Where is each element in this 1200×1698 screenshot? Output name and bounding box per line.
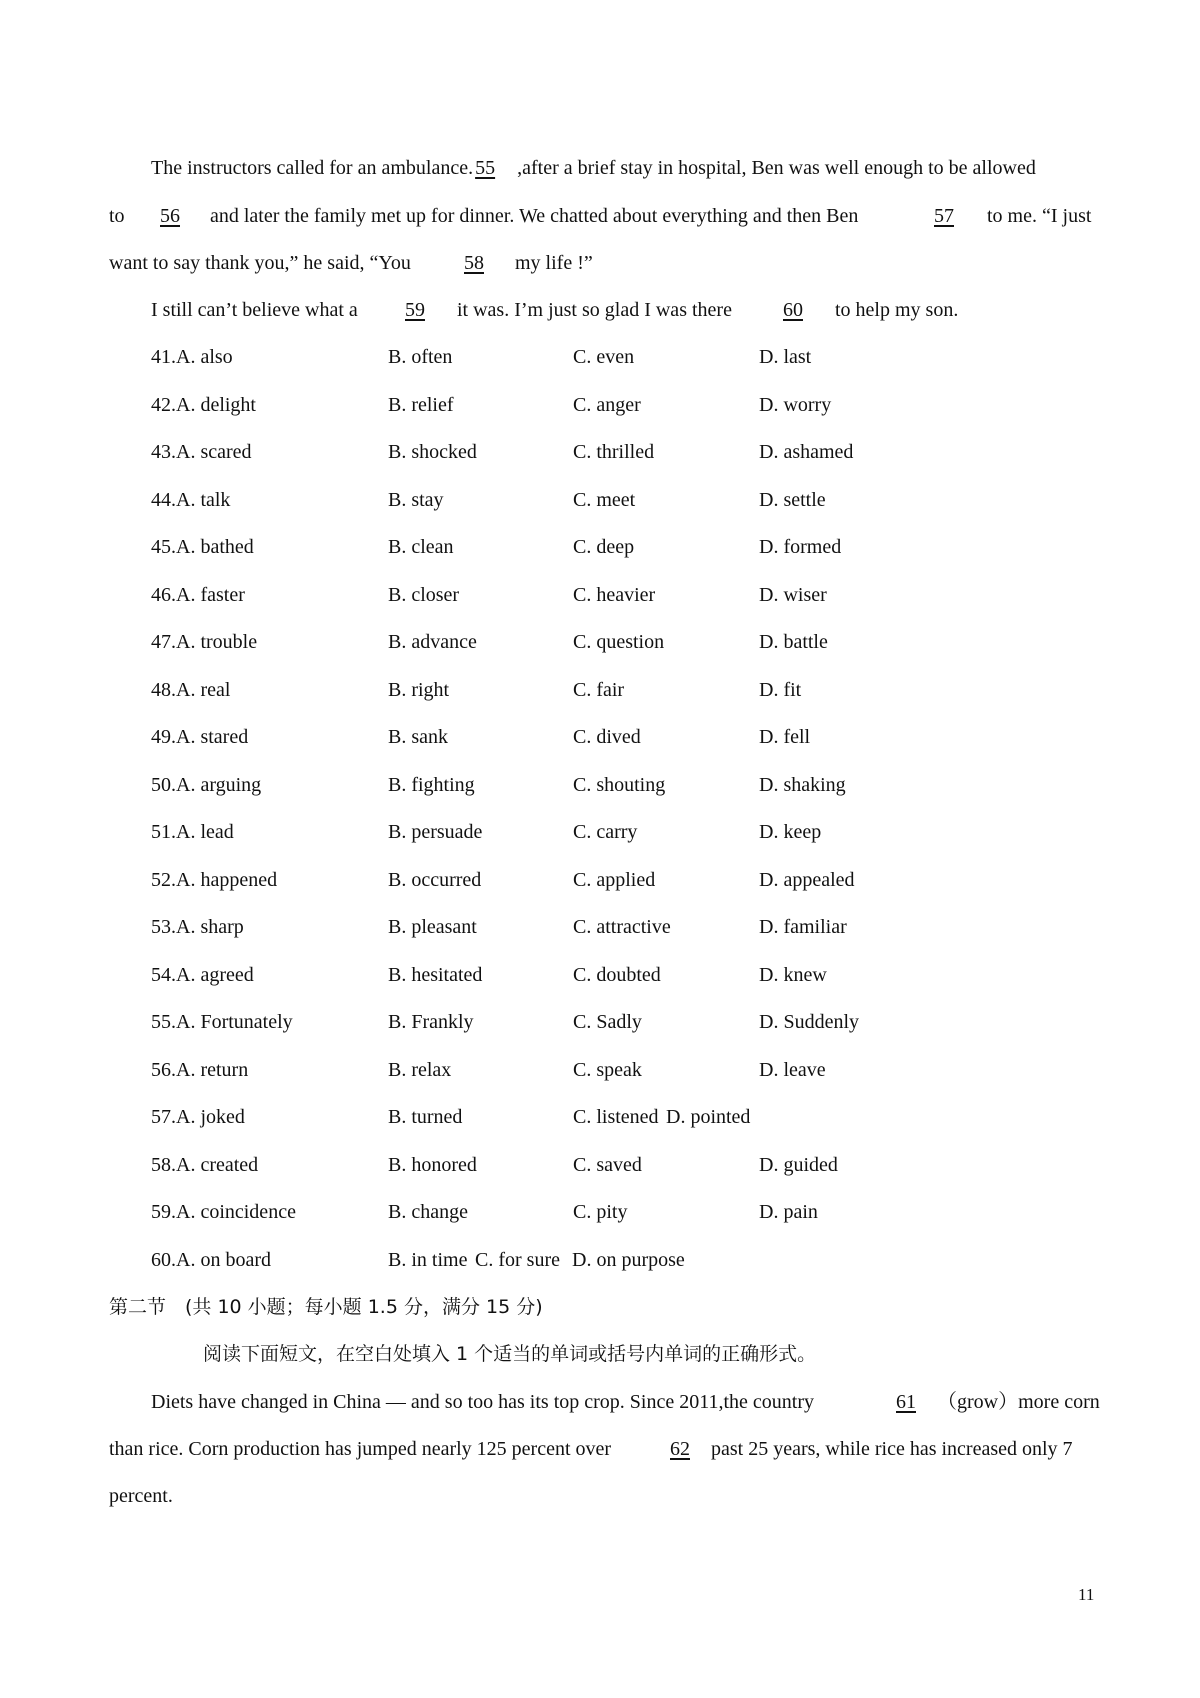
- q57-a: 57.A. joked: [151, 1106, 245, 1128]
- q54-c: C. doubted: [573, 964, 661, 986]
- q50-c: C. shouting: [573, 774, 666, 796]
- q42-d: D. worry: [759, 394, 832, 416]
- q49-c: C. dived: [573, 726, 641, 748]
- q48-c: C. fair: [573, 679, 625, 701]
- q46-a: 46.A. faster: [151, 584, 245, 606]
- blank-60: 60: [783, 299, 803, 321]
- blank-57: 57: [934, 205, 954, 227]
- q52-d: D. appealed: [759, 869, 855, 891]
- page-number: 11: [1078, 1585, 1095, 1604]
- q44-c: C. meet: [573, 489, 636, 511]
- q53-a: 53.A. sharp: [151, 916, 244, 938]
- q41-c: C. even: [573, 346, 635, 368]
- q48-b: B. right: [388, 679, 450, 701]
- q45-c: C. deep: [573, 536, 635, 558]
- q50-a: 50.A. arguing: [151, 774, 262, 796]
- q47-d: D. battle: [759, 631, 828, 653]
- q45-a: 45.A. bathed: [151, 536, 254, 558]
- q45-d: D. formed: [759, 536, 842, 558]
- q51-c: C. carry: [573, 821, 638, 843]
- q41-a: 41.A. also: [151, 346, 233, 368]
- q58-a: 58.A. created: [151, 1154, 259, 1176]
- q53-d: D. familiar: [759, 916, 847, 938]
- q47-a: 47.A. trouble: [151, 631, 258, 653]
- blank-56: 56: [160, 205, 180, 227]
- q45-b: B. clean: [388, 536, 454, 558]
- passage-line-1: The instructors called for an ambulance. 55 ,after a brief stay in hospital, Ben was well enough to be allowed: [151, 157, 1036, 179]
- q50-d: D. shaking: [759, 774, 846, 796]
- section2-line-2: than rice. Corn production has jumped nearly 125 percent over 62 past 25 years, while rice has increased only 7: [109, 1438, 1073, 1460]
- q58-c: C. saved: [573, 1154, 642, 1176]
- q56-b: B. relax: [388, 1059, 452, 1081]
- q58-d: D. guided: [759, 1154, 838, 1176]
- section2-line-3: percent.: [109, 1485, 173, 1507]
- q49-b: B. sank: [388, 726, 448, 748]
- q57-b: B. turned: [388, 1106, 463, 1128]
- q57-c: C. listened: [573, 1106, 659, 1128]
- q59-a: 59.A. coincidence: [151, 1201, 296, 1223]
- q56-a: 56.A. return: [151, 1059, 249, 1081]
- section-heading: 第二节 (共 10 小题；每小题 1.5 分，满分 15 分): [109, 1296, 543, 1318]
- q42-c: C. anger: [573, 394, 641, 416]
- blank-55: 55: [475, 157, 496, 179]
- q59-d: D. pain: [759, 1201, 818, 1223]
- passage-line-2: to 56 and later the family met up for dinner. We chatted about everything and then Ben 57 to me. “I just: [109, 205, 1092, 227]
- q49-d: D. fell: [759, 726, 811, 748]
- q41-d: D. last: [759, 346, 812, 368]
- section2-line-1: Diets have changed in China — and so too has its top crop. Since 2011,the country 61 （grow）more corn: [151, 1391, 1100, 1413]
- q56-c: C. speak: [573, 1059, 642, 1081]
- q51-b: B. persuade: [388, 821, 483, 843]
- q60-a: 60.A. on board: [151, 1249, 271, 1271]
- q47-c: C. question: [573, 631, 665, 653]
- q55-d: D. Suddenly: [759, 1011, 859, 1033]
- q43-a: 43.A. scared: [151, 441, 252, 463]
- q52-b: B. occurred: [388, 869, 482, 891]
- blank-62: 62: [670, 1438, 690, 1460]
- q54-b: B. hesitated: [388, 964, 483, 986]
- q56-d: D. leave: [759, 1059, 826, 1081]
- q55-a: 55.A. Fortunately: [151, 1011, 293, 1033]
- q48-d: D. fit: [759, 679, 802, 701]
- q42-b: B. relief: [388, 394, 454, 416]
- q60-c: C. for sure: [475, 1249, 560, 1271]
- q41-b: B. often: [388, 346, 453, 368]
- q51-a: 51.A. lead: [151, 821, 234, 843]
- q46-c: C. heavier: [573, 584, 656, 606]
- q58-b: B. honored: [388, 1154, 477, 1176]
- q43-c: C. thrilled: [573, 441, 655, 463]
- q44-d: D. settle: [759, 489, 826, 511]
- q49-a: 49.A. stared: [151, 726, 249, 748]
- passage-line-3: want to say thank you,” he said, “You 58 my life !”: [109, 252, 593, 274]
- q60-b: B. in time: [388, 1249, 468, 1271]
- q46-b: B. closer: [388, 584, 460, 606]
- blank-58: 58: [464, 252, 484, 274]
- q47-b: B. advance: [388, 631, 477, 653]
- q43-b: B. shocked: [388, 441, 477, 463]
- blank-61: 61: [896, 1391, 916, 1413]
- section-instruction: 阅读下面短文，在空白处填入 1 个适当的单词或括号内单词的正确形式。: [203, 1343, 817, 1365]
- q48-a: 48.A. real: [151, 679, 231, 701]
- q44-b: B. stay: [388, 489, 444, 511]
- q44-a: 44.A. talk: [151, 489, 231, 511]
- q42-a: 42.A. delight: [151, 394, 256, 416]
- q55-b: B. Frankly: [388, 1011, 474, 1033]
- blank-59: 59: [405, 299, 425, 321]
- q51-d: D. keep: [759, 821, 822, 843]
- q60-d: D. on purpose: [572, 1249, 685, 1271]
- q59-c: C. pity: [573, 1201, 628, 1223]
- q55-c: C. Sadly: [573, 1011, 642, 1033]
- q57-d: D. pointed: [666, 1106, 751, 1128]
- q53-b: B. pleasant: [388, 916, 477, 938]
- q59-b: B. change: [388, 1201, 468, 1223]
- q53-c: C. attractive: [573, 916, 671, 938]
- q54-d: D. knew: [759, 964, 827, 986]
- q50-b: B. fighting: [388, 774, 475, 796]
- q52-c: C. applied: [573, 869, 656, 891]
- q52-a: 52.A. happened: [151, 869, 278, 891]
- q43-d: D. ashamed: [759, 441, 854, 463]
- q46-d: D. wiser: [759, 584, 827, 606]
- passage-line-4: I still can’t believe what a 59 it was. I’m just so glad I was there 60 to help my son.: [151, 299, 959, 321]
- q54-a: 54.A. agreed: [151, 964, 254, 986]
